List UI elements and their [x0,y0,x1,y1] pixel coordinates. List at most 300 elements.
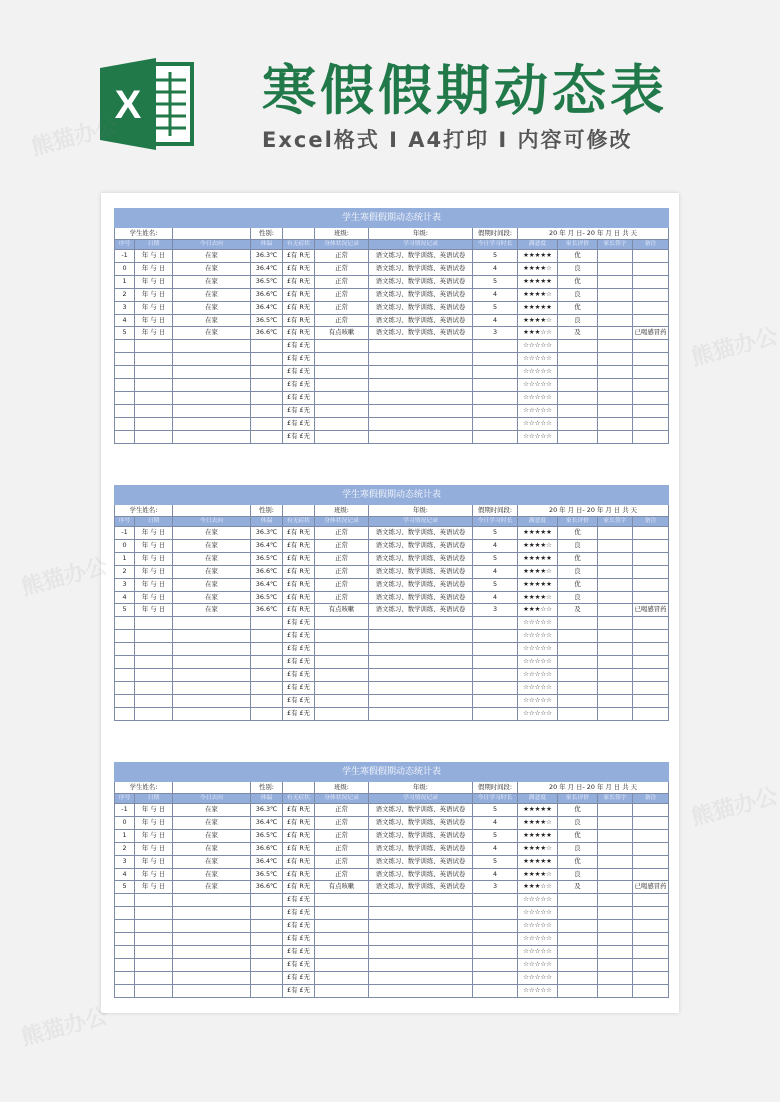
table-cell[interactable]: ☆☆☆☆☆ [518,920,558,933]
table-cell[interactable] [558,391,598,404]
table-cell[interactable]: 正常 [315,301,369,314]
table-cell[interactable] [633,250,669,263]
table-cell[interactable] [473,617,518,630]
table-cell[interactable] [598,327,633,340]
table-cell[interactable]: 0 [115,539,135,552]
table-cell[interactable]: 正常 [315,250,369,263]
table-cell[interactable] [558,417,598,430]
table-cell[interactable] [135,707,173,720]
table-cell[interactable] [251,933,283,946]
table-cell[interactable] [598,984,633,997]
table-cell[interactable]: 4 [115,591,135,604]
table-cell[interactable] [173,694,251,707]
table-cell[interactable] [598,539,633,552]
table-cell[interactable]: 及 [558,881,598,894]
table-cell[interactable]: 在家 [173,804,251,817]
table-cell[interactable] [473,643,518,656]
table-cell[interactable] [633,630,669,643]
table-cell[interactable] [598,404,633,417]
table-cell[interactable]: £有 £无 [283,340,315,353]
table-cell[interactable]: 语文练习、数学训练、英语试卷 [369,881,473,894]
table-cell[interactable] [598,855,633,868]
table-cell[interactable]: £有 £无 [283,404,315,417]
table-cell[interactable] [315,984,369,997]
table-cell[interactable]: 正常 [315,539,369,552]
table-cell[interactable] [315,707,369,720]
table-cell[interactable] [369,920,473,933]
table-cell[interactable] [558,668,598,681]
table-cell[interactable] [115,707,135,720]
table-cell[interactable]: 在家 [173,565,251,578]
student-name-field[interactable] [173,782,251,794]
table-cell[interactable] [598,842,633,855]
table-cell[interactable]: £有 £无 [283,391,315,404]
table-cell[interactable]: 在家 [173,552,251,565]
table-cell[interactable] [598,881,633,894]
table-cell[interactable]: 语文练习、数学训练、英语试卷 [369,842,473,855]
table-cell[interactable] [115,379,135,392]
table-cell[interactable] [598,430,633,443]
table-cell[interactable] [135,958,173,971]
table-cell[interactable]: 正常 [315,816,369,829]
table-cell[interactable] [473,417,518,430]
table-cell[interactable] [173,907,251,920]
table-cell[interactable]: 5 [473,301,518,314]
table-cell[interactable]: 优 [558,855,598,868]
table-cell[interactable]: 1 [115,275,135,288]
table-cell[interactable] [173,430,251,443]
table-cell[interactable] [598,301,633,314]
table-cell[interactable] [558,340,598,353]
table-cell[interactable]: 语文练习、数学训练、英语试卷 [369,565,473,578]
table-cell[interactable] [473,353,518,366]
table-cell[interactable]: ★★★★★ [518,250,558,263]
table-cell[interactable]: 年 与 日 [135,881,173,894]
table-cell[interactable] [135,656,173,669]
table-cell[interactable] [369,630,473,643]
table-cell[interactable] [473,984,518,997]
table-cell[interactable] [315,894,369,907]
table-cell[interactable] [173,404,251,417]
table-cell[interactable]: 语文练习、数学训练、英语试卷 [369,301,473,314]
table-cell[interactable] [633,275,669,288]
table-cell[interactable] [315,643,369,656]
table-cell[interactable] [598,391,633,404]
table-cell[interactable] [173,984,251,997]
table-cell[interactable] [473,945,518,958]
table-cell[interactable]: 正常 [315,804,369,817]
table-cell[interactable] [315,430,369,443]
table-cell[interactable]: 5 [473,578,518,591]
table-cell[interactable] [558,656,598,669]
table-cell[interactable]: 在家 [173,275,251,288]
table-cell[interactable]: 4 [473,591,518,604]
table-cell[interactable]: ☆☆☆☆☆ [518,404,558,417]
table-cell[interactable] [558,681,598,694]
table-cell[interactable]: 良 [558,842,598,855]
table-cell[interactable] [598,707,633,720]
table-cell[interactable] [598,668,633,681]
table-cell[interactable] [369,894,473,907]
table-cell[interactable]: ☆☆☆☆☆ [518,379,558,392]
table-cell[interactable]: 语文练习、数学训练、英语试卷 [369,527,473,540]
table-cell[interactable] [598,681,633,694]
period-value[interactable]: 20 年 月 日- 20 年 月 日 共 天 [518,782,669,794]
table-cell[interactable] [558,379,598,392]
table-cell[interactable]: 良 [558,868,598,881]
table-cell[interactable] [115,430,135,443]
table-cell[interactable]: 年 与 日 [135,868,173,881]
table-cell[interactable]: 36.4℃ [251,539,283,552]
table-cell[interactable]: 年 与 日 [135,552,173,565]
table-cell[interactable] [369,945,473,958]
table-cell[interactable] [598,527,633,540]
table-cell[interactable]: 年 与 日 [135,288,173,301]
table-cell[interactable] [315,958,369,971]
table-cell[interactable] [135,945,173,958]
table-cell[interactable]: 年 与 日 [135,327,173,340]
table-cell[interactable]: 在家 [173,539,251,552]
table-cell[interactable]: £有 £无 [283,617,315,630]
table-cell[interactable]: 年 与 日 [135,855,173,868]
table-cell[interactable] [251,984,283,997]
table-cell[interactable]: 4 [473,842,518,855]
table-cell[interactable]: 4 [473,314,518,327]
table-cell[interactable]: 36.4℃ [251,262,283,275]
table-cell[interactable]: 语文练习、数学训练、英语试卷 [369,604,473,617]
table-cell[interactable] [115,971,135,984]
table-cell[interactable] [473,694,518,707]
table-cell[interactable] [135,643,173,656]
table-cell[interactable] [251,404,283,417]
table-cell[interactable]: £有 £无 [283,694,315,707]
table-cell[interactable] [369,391,473,404]
table-cell[interactable] [473,681,518,694]
table-cell[interactable]: 年 与 日 [135,250,173,263]
table-cell[interactable] [473,920,518,933]
table-cell[interactable]: ☆☆☆☆☆ [518,971,558,984]
table-cell[interactable] [633,288,669,301]
table-cell[interactable]: £有 £无 [283,945,315,958]
table-cell[interactable] [633,894,669,907]
table-cell[interactable]: 已喝感冒药 [633,881,669,894]
table-cell[interactable]: £有 R无 [283,578,315,591]
table-cell[interactable] [633,643,669,656]
table-cell[interactable] [115,340,135,353]
table-cell[interactable] [633,868,669,881]
table-cell[interactable]: 3 [115,578,135,591]
table-cell[interactable]: 良 [558,565,598,578]
table-cell[interactable]: £有 £无 [283,430,315,443]
table-cell[interactable] [173,391,251,404]
table-cell[interactable]: 语文练习、数学训练、英语试卷 [369,262,473,275]
table-cell[interactable]: 3 [473,881,518,894]
table-cell[interactable] [115,643,135,656]
table-cell[interactable]: 36.6℃ [251,288,283,301]
table-cell[interactable]: 优 [558,578,598,591]
table-cell[interactable]: ★★★★☆ [518,816,558,829]
table-cell[interactable] [598,804,633,817]
table-cell[interactable] [251,417,283,430]
table-cell[interactable]: 优 [558,552,598,565]
table-cell[interactable] [251,391,283,404]
table-cell[interactable] [135,668,173,681]
table-cell[interactable] [633,958,669,971]
table-cell[interactable] [173,643,251,656]
table-cell[interactable]: 在家 [173,288,251,301]
table-cell[interactable]: 语文练习、数学训练、英语试卷 [369,829,473,842]
table-cell[interactable]: £有 R无 [283,250,315,263]
table-cell[interactable]: ☆☆☆☆☆ [518,417,558,430]
table-cell[interactable]: £有 R无 [283,829,315,842]
table-cell[interactable]: ★★★★★ [518,578,558,591]
table-cell[interactable]: 年 与 日 [135,275,173,288]
table-cell[interactable] [135,933,173,946]
table-cell[interactable]: 0 [115,816,135,829]
table-cell[interactable] [633,340,669,353]
table-cell[interactable]: 正常 [315,565,369,578]
table-cell[interactable]: 优 [558,804,598,817]
table-cell[interactable]: £有 R无 [283,881,315,894]
table-cell[interactable]: 4 [473,262,518,275]
table-cell[interactable] [633,578,669,591]
table-cell[interactable]: 36.4℃ [251,301,283,314]
table-cell[interactable]: 优 [558,527,598,540]
table-cell[interactable] [473,340,518,353]
table-cell[interactable] [135,379,173,392]
table-cell[interactable]: 优 [558,275,598,288]
table-cell[interactable]: ☆☆☆☆☆ [518,391,558,404]
table-cell[interactable]: 已喝感冒药 [633,327,669,340]
table-cell[interactable]: ☆☆☆☆☆ [518,668,558,681]
table-cell[interactable]: 年 与 日 [135,842,173,855]
table-cell[interactable] [315,617,369,630]
table-cell[interactable]: 36.6℃ [251,604,283,617]
table-cell[interactable] [598,630,633,643]
table-cell[interactable]: 0 [115,262,135,275]
table-cell[interactable]: 5 [115,604,135,617]
table-cell[interactable] [558,984,598,997]
table-cell[interactable]: ☆☆☆☆☆ [518,643,558,656]
table-cell[interactable] [633,366,669,379]
table-cell[interactable] [598,920,633,933]
table-cell[interactable] [173,340,251,353]
table-cell[interactable] [115,668,135,681]
table-cell[interactable] [633,804,669,817]
table-cell[interactable] [115,920,135,933]
table-cell[interactable] [633,314,669,327]
table-cell[interactable] [173,668,251,681]
table-cell[interactable]: 5 [473,829,518,842]
table-cell[interactable] [135,430,173,443]
table-cell[interactable]: ☆☆☆☆☆ [518,681,558,694]
table-cell[interactable]: 在家 [173,527,251,540]
table-cell[interactable] [558,971,598,984]
table-cell[interactable] [115,945,135,958]
table-cell[interactable] [633,945,669,958]
table-cell[interactable]: 年 与 日 [135,804,173,817]
table-cell[interactable] [558,933,598,946]
table-cell[interactable] [633,527,669,540]
table-cell[interactable]: ★★★★☆ [518,262,558,275]
table-cell[interactable]: 年 与 日 [135,314,173,327]
table-cell[interactable]: 在家 [173,314,251,327]
table-cell[interactable]: 在家 [173,250,251,263]
table-cell[interactable] [315,417,369,430]
table-cell[interactable] [369,656,473,669]
table-cell[interactable]: ☆☆☆☆☆ [518,933,558,946]
table-cell[interactable] [315,630,369,643]
table-cell[interactable] [633,829,669,842]
table-cell[interactable] [369,958,473,971]
table-cell[interactable]: 36.5℃ [251,868,283,881]
table-cell[interactable] [251,430,283,443]
table-cell[interactable] [115,617,135,630]
table-cell[interactable]: 5 [115,327,135,340]
table-cell[interactable]: 年 与 日 [135,591,173,604]
table-cell[interactable] [135,366,173,379]
table-cell[interactable] [558,945,598,958]
table-cell[interactable]: 在家 [173,327,251,340]
table-cell[interactable] [598,933,633,946]
table-cell[interactable] [251,668,283,681]
table-cell[interactable]: 优 [558,829,598,842]
table-cell[interactable] [115,907,135,920]
table-cell[interactable] [473,630,518,643]
table-cell[interactable] [633,591,669,604]
table-cell[interactable] [251,707,283,720]
table-cell[interactable] [633,539,669,552]
table-cell[interactable]: 在家 [173,301,251,314]
table-cell[interactable]: 3 [473,604,518,617]
table-cell[interactable] [315,340,369,353]
table-cell[interactable] [558,694,598,707]
table-cell[interactable] [598,868,633,881]
table-cell[interactable] [633,430,669,443]
table-cell[interactable] [633,707,669,720]
table-cell[interactable] [251,353,283,366]
table-cell[interactable]: 已喝感冒药 [633,604,669,617]
table-cell[interactable]: 36.5℃ [251,829,283,842]
table-cell[interactable] [633,907,669,920]
table-cell[interactable] [315,379,369,392]
table-cell[interactable] [598,604,633,617]
table-cell[interactable] [135,907,173,920]
table-cell[interactable]: £有 £无 [283,417,315,430]
table-cell[interactable] [633,933,669,946]
table-cell[interactable]: 语文练习、数学训练、英语试卷 [369,288,473,301]
table-cell[interactable]: 语文练习、数学训练、英语试卷 [369,868,473,881]
table-cell[interactable] [633,816,669,829]
table-cell[interactable]: 1 [115,552,135,565]
table-cell[interactable]: 在家 [173,842,251,855]
table-cell[interactable]: 语文练习、数学训练、英语试卷 [369,250,473,263]
table-cell[interactable] [369,694,473,707]
table-cell[interactable]: 正常 [315,314,369,327]
table-cell[interactable]: 语文练习、数学训练、英语试卷 [369,539,473,552]
table-cell[interactable]: 在家 [173,881,251,894]
table-cell[interactable] [135,404,173,417]
table-cell[interactable] [173,417,251,430]
table-cell[interactable]: ★★★★★ [518,829,558,842]
table-cell[interactable]: 36.5℃ [251,591,283,604]
table-cell[interactable]: 年 与 日 [135,604,173,617]
table-cell[interactable]: £有 £无 [283,971,315,984]
table-cell[interactable] [251,617,283,630]
table-cell[interactable]: 正常 [315,855,369,868]
table-cell[interactable]: 良 [558,262,598,275]
table-cell[interactable] [369,933,473,946]
table-cell[interactable] [315,920,369,933]
table-cell[interactable] [115,681,135,694]
table-cell[interactable] [135,353,173,366]
table-cell[interactable]: 正常 [315,275,369,288]
table-cell[interactable] [251,945,283,958]
table-cell[interactable]: 优 [558,301,598,314]
table-cell[interactable] [369,379,473,392]
table-cell[interactable] [369,707,473,720]
table-cell[interactable] [369,353,473,366]
table-cell[interactable] [558,353,598,366]
table-cell[interactable]: 在家 [173,604,251,617]
table-cell[interactable] [369,907,473,920]
table-cell[interactable]: 语文练习、数学训练、英语试卷 [369,578,473,591]
table-cell[interactable]: ☆☆☆☆☆ [518,984,558,997]
table-cell[interactable]: ☆☆☆☆☆ [518,694,558,707]
table-cell[interactable]: 36.4℃ [251,855,283,868]
table-cell[interactable]: ★★★☆☆ [518,881,558,894]
table-cell[interactable] [315,366,369,379]
table-cell[interactable] [633,694,669,707]
table-cell[interactable]: £有 R无 [283,855,315,868]
table-cell[interactable]: £有 £无 [283,379,315,392]
table-cell[interactable]: 在家 [173,578,251,591]
table-cell[interactable]: 有点咳嗽 [315,881,369,894]
table-cell[interactable]: £有 R无 [283,527,315,540]
table-cell[interactable] [473,933,518,946]
table-cell[interactable]: 正常 [315,288,369,301]
table-cell[interactable] [173,617,251,630]
table-cell[interactable]: 36.6℃ [251,327,283,340]
table-cell[interactable] [633,379,669,392]
table-cell[interactable]: 5 [473,527,518,540]
table-cell[interactable]: ★★★★★ [518,804,558,817]
table-cell[interactable] [251,630,283,643]
table-cell[interactable] [558,958,598,971]
table-cell[interactable] [369,340,473,353]
table-cell[interactable] [633,301,669,314]
table-cell[interactable] [369,366,473,379]
table-cell[interactable] [598,816,633,829]
table-cell[interactable] [173,630,251,643]
table-cell[interactable] [558,617,598,630]
table-cell[interactable] [633,404,669,417]
table-cell[interactable] [598,945,633,958]
table-cell[interactable]: £有 R无 [283,327,315,340]
table-cell[interactable]: 在家 [173,591,251,604]
table-cell[interactable]: 语文练习、数学训练、英语试卷 [369,591,473,604]
table-cell[interactable] [315,668,369,681]
table-cell[interactable] [135,617,173,630]
student-name-field[interactable] [173,228,251,240]
table-cell[interactable]: 正常 [315,527,369,540]
table-cell[interactable]: ☆☆☆☆☆ [518,353,558,366]
table-cell[interactable] [369,668,473,681]
table-cell[interactable]: 正常 [315,829,369,842]
table-cell[interactable] [115,933,135,946]
table-cell[interactable] [598,829,633,842]
table-cell[interactable]: 年 与 日 [135,527,173,540]
